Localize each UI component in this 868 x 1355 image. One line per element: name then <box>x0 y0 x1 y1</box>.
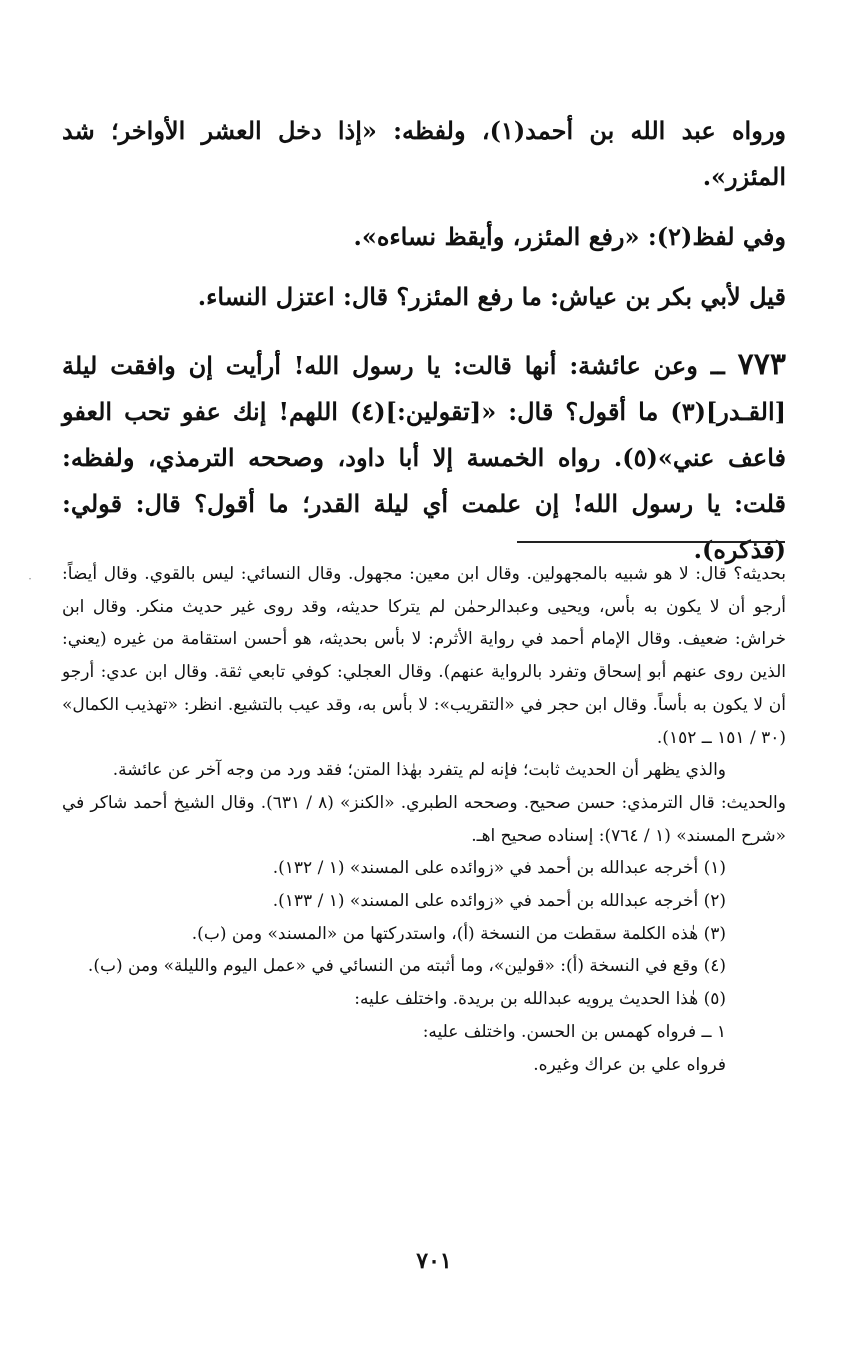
footnote-5-item-1: ١ ــ فرواه كهمس بن الحسن. واختلف عليه: <box>422 1021 726 1042</box>
footnote-5-item-2: فرواه علي بن عراك وغيره. <box>533 1054 726 1075</box>
footnotes <box>62 558 786 1081</box>
footnote-continuation-3: والحديث: قال الترمذي: حسن صحيح. وصححه الطبري. «الكنز» (٨ / ٦٣١). وقال الشيخ أحمد شاكر في «شرح المسند» (١ / ٧٦٤): إسناده صحيح اهـ. <box>62 792 786 846</box>
footnote-continuation-1: بحديثه؟ قال: لا هو شبيه بالمجهولين. وقال ابن معين: مجهول. وقال النسائي: ليس بالقوي. وقال أيضاً: أرجو أن لا يكون به بأس، ويحيى وعبدالرحمٰن لم يتركا حديثه، وقد روى غير حديث منكر. وقال ابن خراش: ضعيف. وقال الإمام أحمد في رواية الأثرم: لا بأس بحديثه، هو أحسن استقامة من غيره (يعني: الذين روى عنهم أبو إسحاق وتفرد بالرواية عنهم). وقال العجلي: كوفي تابعي ثقة. وقال ابن عدي: أرجو أن لا يكون به بأساً. وقال ابن حجر في «التقريب»: لا بأس به، وقد عيب بالتشيع. انظر: «تهذيب الكمال» (٣٠ / ١٥١ ــ ١٥٢). <box>62 564 786 748</box>
footnote-3: (٣) هٰذه الكلمة سقطت من النسخة (أ)، واستدركتها من «المسند» ومن (ب). <box>191 923 726 944</box>
footnote-1: (١) أخرجه عبدالله بن أحمد في «زوائده على المسند» (١ / ١٣٢). <box>272 858 726 879</box>
main-paragraph-4 <box>62 342 786 573</box>
page-number: ٧٠١ <box>416 1248 452 1274</box>
footnote-continuation-2: والذي يظهر أن الحديث ثابت؛ فإنه لم يتفرد بهٰذا المتن؛ فقد ورد من وجه آخر عن عائشة. <box>112 760 726 781</box>
footnote-separator <box>517 541 785 543</box>
footnote-4: (٤) وقع في النسخة (أ): «قولين»، وما أثبته من النسائي في «عمل اليوم والليلة» ومن (ب). <box>87 956 726 977</box>
footnote-2: (٢) أخرجه عبدالله بن أحمد في «زوائده على المسند» (١ / ١٣٣). <box>272 891 726 912</box>
main-paragraph-3: قيل لأبي بكر بن عياش: ما رفع المئزر؟ قال: اعتزل النساء. <box>197 282 786 311</box>
hadith-number: ٧٧٣ <box>737 347 786 382</box>
scan-speck: · <box>28 572 32 586</box>
footnote-5: (٥) هٰذا الحديث يرويه عبدالله بن بريدة. واختلف عليه: <box>354 989 726 1010</box>
main-text <box>62 108 786 573</box>
hadith-text: ــ وعن عائشة: أنها قالت: يا رسول الله! أرأيت إن وافقت ليلة [القـدر](٣) ما أقول؟ قال: «[تقولين:](٤) اللهم! إنك عفو تحب العفو فاعف عني»(٥). رواه الخمسة إلا أبا داود، وصححه الترمذي، ولفظه: قلت: يا رسول الله! إن علمت أي ليلة القدر؛ ما أقول؟ قال: قولي: (فذكره). <box>62 351 786 564</box>
main-paragraph-2: وفي لفظ(٢): «رفع المئزر، وأيقظ نساءه». <box>353 222 786 251</box>
main-paragraph-1: ورواه عبد الله بن أحمد(١)، ولفظه: «إذا دخل العشر الأواخر؛ شد المئزر». <box>62 116 786 191</box>
